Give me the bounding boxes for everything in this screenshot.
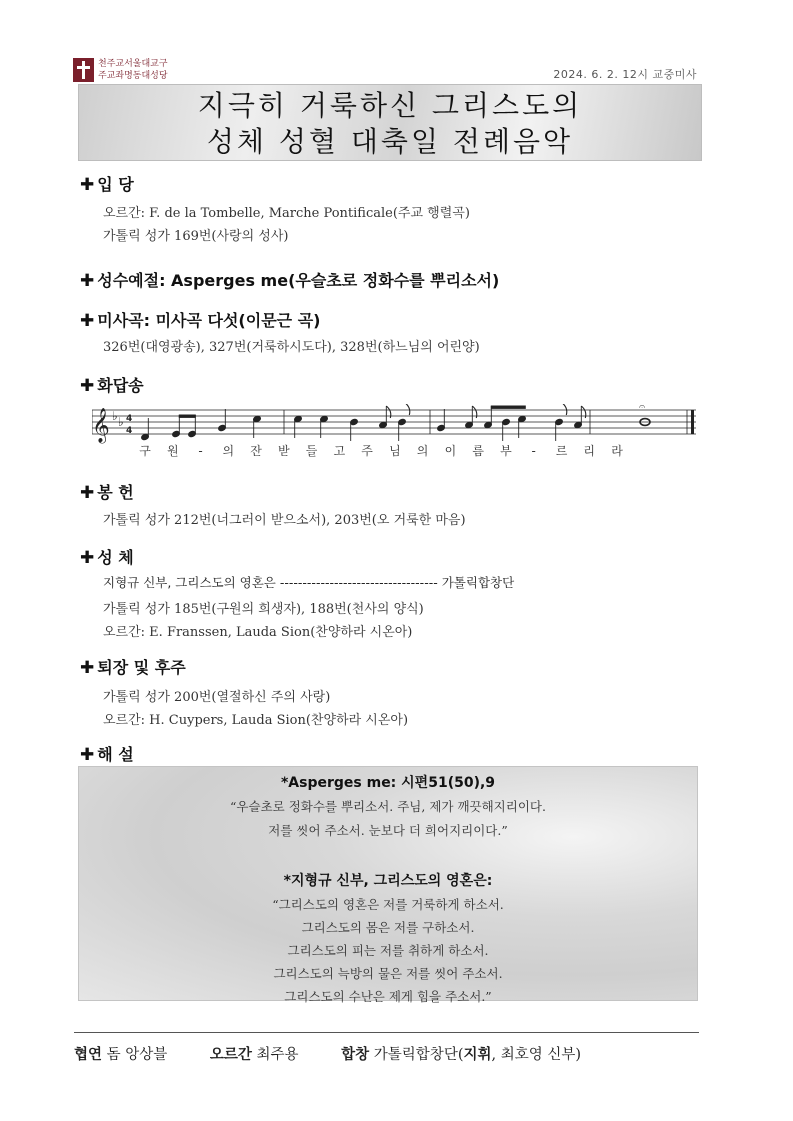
cross-icon: ✚ <box>80 271 95 291</box>
note-beam <box>491 406 525 408</box>
offertory-hymns: 가톨릭 성가 212번(너그러이 받으소서), 203번(오 거룩한 마음) <box>103 513 466 528</box>
mass-parts: 326번(대영광송), 327번(거룩하시도다), 328번(하느님의 어린양) <box>103 340 480 355</box>
section-asperges <box>80 268 499 291</box>
lyric-syllable: 고 <box>333 444 346 458</box>
choir-piece-title: 지형규 신부, 그리스도의 영혼은 <box>103 575 276 590</box>
lyric-syllable: - <box>531 444 536 458</box>
footer-credits <box>74 1043 699 1064</box>
commentary-box <box>78 766 698 1004</box>
flat-icon: ♭ <box>118 415 124 429</box>
cathedral-logo <box>73 58 183 84</box>
lyric-syllable: 원 <box>167 444 179 458</box>
cross-icon: ✚ <box>80 376 95 396</box>
commentary-text: “그리스도의 영혼은 저를 거룩하게 하소서. <box>272 897 504 912</box>
logo-cathedral: 주교좌명동대성당 <box>98 71 168 81</box>
commentary-text: 그리스도의 피는 저를 취하게 하소서. <box>287 943 489 958</box>
commentary-heading-2: *지형규 신부, 그리스도의 영혼은: <box>283 873 493 889</box>
section-mass <box>80 308 320 331</box>
credit-choir: 합창 가톨릭합창단(지휘, 최호영 신부) <box>341 1047 582 1063</box>
credit-organ: 오르간 최주용 <box>209 1047 299 1063</box>
svg-text:4: 4 <box>126 426 133 436</box>
lyric-syllable: 주 <box>361 444 373 458</box>
lyric-syllable: 구 <box>139 444 151 458</box>
commentary-heading-1: *Asperges me: 시편51(50),9 <box>280 775 496 791</box>
recessional-hymn: 가톨릭 성가 200번(열절하신 주의 사랑) <box>103 690 331 705</box>
logo-archdiocese: 천주교서울대교구 <box>98 59 168 69</box>
section-heading: ✚ 해 설 <box>80 745 134 765</box>
lyric-syllable: 의 <box>416 444 429 458</box>
cross-logo-icon <box>73 58 94 82</box>
title-line-2: 성체 성혈 대축일 전례음악 <box>206 125 574 158</box>
lyric-syllable: 부 <box>500 444 512 458</box>
lyric-syllable: 르 <box>555 444 568 458</box>
section-heading: ✚ 성 체 <box>80 548 134 568</box>
commentary-text: 그리스도의 수난은 제게 힘을 주소서.” <box>284 989 492 1004</box>
leader-dashes: ----------------------------------- <box>279 575 438 590</box>
mass-date: 2024. 6. 2. 12시 교중미사 <box>553 68 697 81</box>
lyric-syllable: 리 <box>583 444 595 458</box>
section-entrance <box>80 172 134 195</box>
section-recessional <box>80 655 186 678</box>
cross-icon: ✚ <box>80 483 95 503</box>
lyric-syllable: - <box>198 444 203 458</box>
recessional-organ: 오르간: H. Cuypers, Lauda Sion(찬양하라 시온아) <box>103 713 409 728</box>
communion-choir-line <box>103 573 695 591</box>
lyric-syllable: 름 <box>472 444 484 458</box>
commentary-text: 그리스도의 늑방의 물은 저를 씻어 주소서. <box>273 966 503 981</box>
section-heading: ✚ 입 당 <box>80 175 134 195</box>
note-beam <box>179 415 195 417</box>
lyric-syllable: 받 <box>278 444 290 458</box>
title-banner <box>78 84 702 161</box>
entrance-organ: 오르간: F. de la Tombelle, Marche Pontificale(주교 행렬곡) <box>103 206 470 221</box>
lyric-syllable: 의 <box>222 444 235 458</box>
treble-clef-icon: 𝄞 <box>92 408 110 443</box>
section-commentary <box>80 742 134 765</box>
commentary-text: 저를 씻어 주소서. 눈보다 더 희어지리이다.” <box>268 823 508 838</box>
flat-icon: ♭ <box>112 409 118 423</box>
note-flag <box>562 404 567 415</box>
cross-icon: ✚ <box>80 745 95 765</box>
section-offertory <box>80 480 134 503</box>
cross-icon: ✚ <box>80 311 95 331</box>
cross-icon: ✚ <box>80 548 95 568</box>
section-heading: ✚ 봉 헌 <box>80 483 134 503</box>
choir-performer: 가톨릭합창단 <box>441 575 515 590</box>
note-flag <box>405 404 410 415</box>
section-heading: ✚ 성수예절: Asperges me(우슬초로 정화수를 뿌리소서) <box>80 271 500 291</box>
section-heading: ✚ 미사곡: 미사곡 다섯(이문근 곡) <box>80 311 321 331</box>
commentary-text: 그리스도의 몸은 저를 구하소서. <box>301 920 475 935</box>
lyric-syllable: 들 <box>305 444 318 458</box>
title-line-1: 지극히 거룩하신 그리스도의 <box>197 89 583 122</box>
credit-accompaniment: 협연 돔 앙상블 <box>74 1047 168 1063</box>
cross-icon: ✚ <box>80 658 95 678</box>
svg-text:4: 4 <box>126 414 133 424</box>
communion-hymns: 가톨릭 성가 185번(구원의 희생자), 188번(천사의 양식) <box>103 602 424 617</box>
lyric-syllable: 님 <box>389 444 401 458</box>
communion-organ: 오르간: E. Franssen, Lauda Sion(찬양하라 시온아) <box>103 625 413 640</box>
psalm-music-staff <box>92 404 696 462</box>
fermata-icon: 𝄐 <box>639 404 646 413</box>
lyric-syllable: 이 <box>444 444 457 458</box>
section-communion <box>80 545 134 568</box>
lyric-syllable: 라 <box>611 444 623 458</box>
section-psalm <box>80 373 144 396</box>
commentary-text: “우슬초로 정화수를 뿌리소서. 주님, 제가 깨끗해지리이다. <box>230 799 546 814</box>
entrance-hymn: 가톨릭 성가 169번(사랑의 성사) <box>103 229 289 244</box>
section-heading: ✚ 화답송 <box>80 376 144 396</box>
section-heading: ✚ 퇴장 및 후주 <box>80 658 186 678</box>
lyric-syllable: 잔 <box>250 444 262 458</box>
cross-icon: ✚ <box>80 175 95 195</box>
footer-rule <box>74 1032 699 1033</box>
